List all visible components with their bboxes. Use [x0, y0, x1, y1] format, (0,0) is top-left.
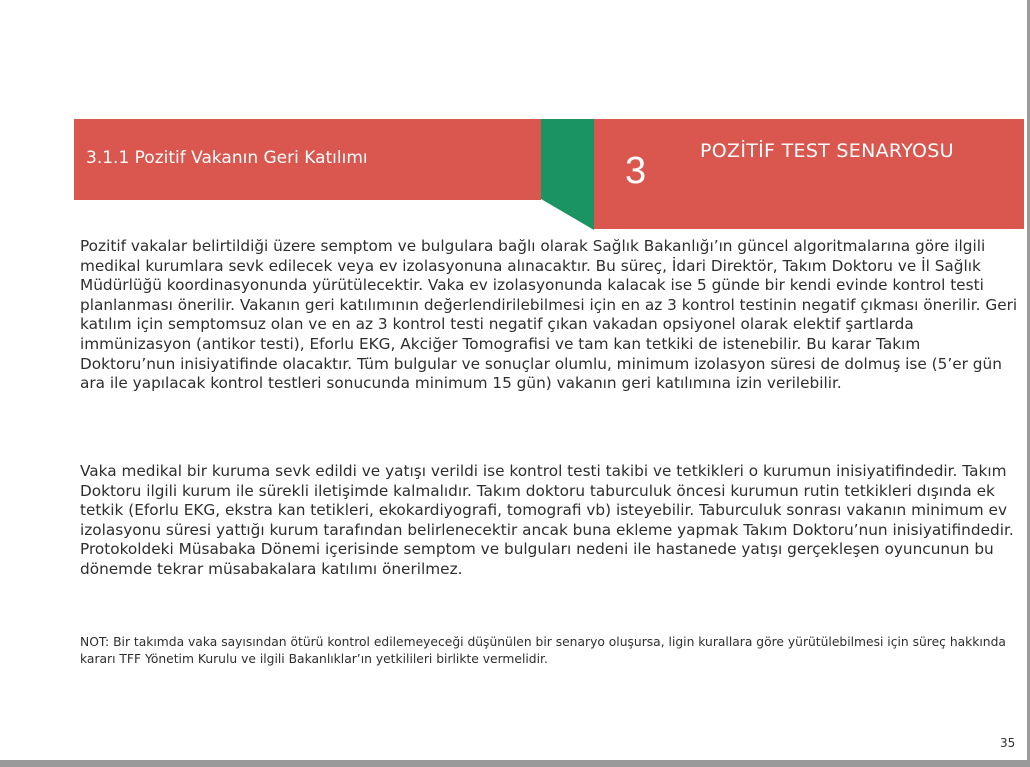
chapter-banner: [594, 119, 1024, 229]
section-title: 3.1.1 Pozitif Vakanın Geri Katılımı: [86, 148, 368, 168]
footnote: NOT: Bir takımda vaka sayısından ötürü kontrol edilemeyeceği düşünülen bir senaryo oluşursa, ligin kurallara göre yürütülebilmesi için süreç hakkında kararı TFF Yönetim Kurulu ve ilgili Bakanlıklar’ın yetkilileri birlikte vermelidir.: [80, 635, 1006, 666]
body-paragraph-2: Vaka medikal bir kuruma sevk edildi ve yatışı verildi ise kontrol testi takibi ve tetkikleri o kurumun inisiyatifindedir. Takım Doktoru ilgili kurum ile sürekli iletişimde kalmalıdır. Takım doktoru taburculuk öncesi kurumun rutin tetkikleri dışında ek tetkik (Eforlu EKG, ekstra kan tetikleri, ekokardiyografi, tomografi vb) isteyebilir. Taburculuk sonrası vakanın minimum ev izolasyonu süresi yattığı kurum tarafından belirlenecektir ancak buna ekleme yapmak Takım Doktoru’nun inisiyatifindedir. Protokoldeki Müsabaka Dönemi içerisinde semptom ve bulguları nedeni ile hastanede yatışı gerçekleşen oyuncunun bu dönemde tekrar müsabakalara katılımı önerilmez.: [80, 462, 1014, 578]
chapter-title: POZİTİF TEST SENARYOSU: [700, 140, 954, 162]
page-number: 35: [1000, 736, 1016, 750]
chapter-number: 3: [625, 150, 647, 192]
page-frame-bottom-edge: [0, 760, 1030, 767]
body-paragraph-1: Pozitif vakalar belirtildiği üzere semptom ve bulgulara bağlı olarak Sağlık Bakanlığı’ın güncel algoritmalarına göre ilgili medikal kurumlara sevk edilecek veya ev izolasyonuna alınacaktır. Bu süreç, İdari Direktör, Takım Doktoru ve İl Sağlık Müdürlüğü koordinasyonunda yürütülecektir. Vaka ev izolasyonunda kalacak ise 5 günde bir kendi evinde kontrol testi planlanması önerilir. Vakanın geri katılımının değerlendirilebilmesi için en az 3 kontrol testinin negatif çıkması önerilir. Geri katılım için semptomsuz olan ve en az 3 kontrol testi negatif çıkan vakadan opsiyonel olarak elektif şartlarda immünizasyon (antikor testi), Eforlu EKG, Akciğer Tomografisi ve tam kan tetkiki de istenebilir. Bu karar Takım Doktoru’nun inisiyatifinde olacaktır. Tüm bulgular ve sonuçlar olumlu, minimum izolasyon süresi de dolmuş ise (5’er gün ara ile yapılacak kontrol testleri sonucunda minimum 15 gün) vakanın geri katılımına izin verilebilir.: [80, 237, 1018, 393]
ribbon-fold-shape: [541, 119, 601, 231]
